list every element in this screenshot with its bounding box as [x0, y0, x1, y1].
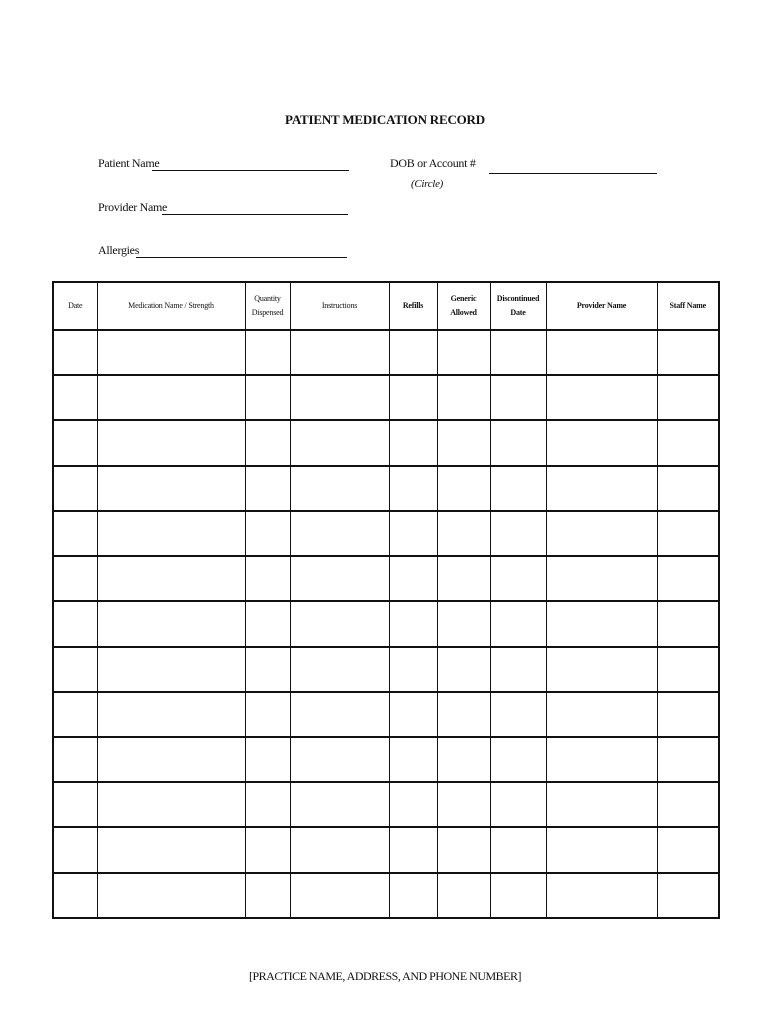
allergies-label: Allergies	[98, 243, 140, 257]
table-cell[interactable]	[97, 466, 245, 511]
table-cell[interactable]	[290, 647, 389, 692]
table-cell[interactable]	[657, 692, 719, 737]
table-cell[interactable]	[97, 375, 245, 420]
table-cell[interactable]	[290, 375, 389, 420]
table-cell[interactable]	[437, 375, 490, 420]
table-cell[interactable]	[245, 511, 290, 556]
table-cell[interactable]	[490, 873, 546, 918]
table-cell[interactable]	[53, 873, 97, 918]
table-cell[interactable]	[546, 692, 657, 737]
table-cell[interactable]	[53, 511, 97, 556]
table-row	[53, 647, 719, 692]
table-cell[interactable]	[97, 556, 245, 601]
table-cell[interactable]	[290, 601, 389, 646]
table-cell[interactable]	[97, 737, 245, 782]
table-cell[interactable]	[490, 420, 546, 465]
table-cell[interactable]	[437, 647, 490, 692]
table-cell[interactable]	[490, 330, 546, 375]
table-cell[interactable]	[389, 511, 437, 556]
table-cell[interactable]	[389, 375, 437, 420]
column-header-quantity-dispensed: Quantity Dispensed	[245, 282, 290, 330]
table-cell[interactable]	[490, 782, 546, 827]
table-cell[interactable]	[53, 601, 97, 646]
table-cell[interactable]	[290, 827, 389, 872]
table-cell[interactable]	[490, 466, 546, 511]
table-cell[interactable]	[53, 375, 97, 420]
table-cell[interactable]	[97, 420, 245, 465]
table-cell[interactable]	[97, 873, 245, 918]
table-cell[interactable]	[657, 420, 719, 465]
table-cell[interactable]	[490, 511, 546, 556]
column-header-discontinued-date: Discontinued Date	[490, 282, 546, 330]
table-cell[interactable]	[437, 330, 490, 375]
table-cell[interactable]	[245, 420, 290, 465]
table-cell[interactable]	[290, 556, 389, 601]
provider-name-field[interactable]	[162, 214, 348, 215]
table-cell[interactable]	[53, 556, 97, 601]
table-row	[53, 601, 719, 646]
table-cell[interactable]	[245, 692, 290, 737]
table-header-row	[53, 282, 719, 330]
table-cell[interactable]	[389, 827, 437, 872]
table-cell[interactable]	[389, 466, 437, 511]
table-cell[interactable]	[245, 873, 290, 918]
table-cell[interactable]	[245, 466, 290, 511]
table-cell[interactable]	[389, 692, 437, 737]
table-cell[interactable]	[490, 601, 546, 646]
table-cell[interactable]	[389, 782, 437, 827]
allergies-field[interactable]	[136, 257, 347, 258]
table-cell[interactable]	[53, 692, 97, 737]
table-cell[interactable]	[290, 466, 389, 511]
table-cell[interactable]	[490, 375, 546, 420]
table-row	[53, 375, 719, 420]
table-cell[interactable]	[97, 647, 245, 692]
table-row	[53, 511, 719, 556]
table-cell[interactable]	[97, 330, 245, 375]
table-cell[interactable]	[490, 692, 546, 737]
table-cell[interactable]	[53, 420, 97, 465]
table-cell[interactable]	[437, 511, 490, 556]
dob-account-label: DOB or Account #	[390, 156, 476, 170]
table-cell[interactable]	[490, 827, 546, 872]
table-cell[interactable]	[245, 827, 290, 872]
table-row	[53, 737, 719, 782]
table-cell[interactable]	[290, 692, 389, 737]
table-cell[interactable]	[437, 737, 490, 782]
table-cell[interactable]	[546, 375, 657, 420]
table-cell[interactable]	[437, 873, 490, 918]
table-cell[interactable]	[546, 511, 657, 556]
table-cell[interactable]	[53, 827, 97, 872]
table-cell[interactable]	[657, 601, 719, 646]
table-cell[interactable]	[437, 556, 490, 601]
table-cell[interactable]	[389, 647, 437, 692]
table-cell[interactable]	[389, 556, 437, 601]
table-cell[interactable]	[389, 420, 437, 465]
table-cell[interactable]	[546, 330, 657, 375]
table-cell[interactable]	[389, 873, 437, 918]
column-header-generic-allowed: Generic Allowed	[437, 282, 490, 330]
table-cell[interactable]	[290, 511, 389, 556]
table-cell[interactable]	[437, 692, 490, 737]
medication-record-table	[52, 281, 720, 919]
table-cell[interactable]	[97, 601, 245, 646]
table-cell[interactable]	[657, 556, 719, 601]
table-cell[interactable]	[490, 737, 546, 782]
table-row	[53, 827, 719, 872]
table-cell[interactable]	[389, 601, 437, 646]
table-cell[interactable]	[546, 466, 657, 511]
table-cell[interactable]	[245, 375, 290, 420]
table-cell[interactable]	[657, 330, 719, 375]
table-cell[interactable]	[437, 466, 490, 511]
column-header-refills: Refills	[389, 282, 437, 330]
table-body	[53, 330, 719, 918]
table-cell[interactable]	[546, 737, 657, 782]
table-cell[interactable]	[437, 827, 490, 872]
table-cell[interactable]	[245, 330, 290, 375]
table-row	[53, 873, 719, 918]
table-cell[interactable]	[546, 647, 657, 692]
provider-name-label: Provider Name	[98, 200, 168, 214]
table-cell[interactable]	[53, 466, 97, 511]
table-row	[53, 466, 719, 511]
table-cell[interactable]	[657, 873, 719, 918]
table-cell[interactable]	[546, 601, 657, 646]
table-cell[interactable]	[389, 330, 437, 375]
patient-name-label: Patient Name	[98, 156, 160, 170]
table-cell[interactable]	[245, 782, 290, 827]
table-cell[interactable]	[657, 647, 719, 692]
table-cell[interactable]	[97, 827, 245, 872]
table-cell[interactable]	[657, 737, 719, 782]
table-cell[interactable]	[245, 647, 290, 692]
table-cell[interactable]	[657, 827, 719, 872]
table-cell[interactable]	[245, 601, 290, 646]
table-cell[interactable]	[53, 330, 97, 375]
table-cell[interactable]	[437, 601, 490, 646]
table-cell[interactable]	[437, 782, 490, 827]
column-header-staff-name: Staff Name	[657, 282, 719, 330]
table-row	[53, 692, 719, 737]
column-header-provider-name: Provider Name	[546, 282, 657, 330]
table-cell[interactable]	[53, 782, 97, 827]
table-cell[interactable]	[657, 375, 719, 420]
table-cell[interactable]	[546, 420, 657, 465]
form-title: PATIENT MEDICATION RECORD	[285, 112, 485, 127]
table-cell[interactable]	[490, 647, 546, 692]
table-row	[53, 782, 719, 827]
table-cell[interactable]	[245, 556, 290, 601]
table-cell[interactable]	[53, 647, 97, 692]
table-cell[interactable]	[245, 737, 290, 782]
table-cell[interactable]	[657, 782, 719, 827]
table-row	[53, 420, 719, 465]
table-cell[interactable]	[546, 827, 657, 872]
table-cell[interactable]	[290, 782, 389, 827]
table-cell[interactable]	[97, 782, 245, 827]
table-cell[interactable]	[290, 330, 389, 375]
table-cell[interactable]	[290, 420, 389, 465]
table-cell[interactable]	[97, 692, 245, 737]
dob-account-field[interactable]	[489, 173, 657, 174]
column-header-date: Date	[53, 282, 97, 330]
table-cell[interactable]	[389, 737, 437, 782]
table-cell[interactable]	[437, 420, 490, 465]
practice-info-footer: [PRACTICE NAME, ADDRESS, AND PHONE NUMBER]	[248, 969, 522, 983]
table-cell[interactable]	[546, 556, 657, 601]
column-header-instructions: Instructions	[290, 282, 389, 330]
table-cell[interactable]	[97, 511, 245, 556]
table-cell[interactable]	[546, 782, 657, 827]
table-cell[interactable]	[546, 873, 657, 918]
circle-note: (Circle)	[411, 178, 444, 190]
column-header-medication-name: Medication Name / Strength	[97, 282, 245, 330]
table-cell[interactable]	[657, 511, 719, 556]
table-row	[53, 556, 719, 601]
table-cell[interactable]	[53, 737, 97, 782]
table-cell[interactable]	[290, 873, 389, 918]
table-row	[53, 330, 719, 375]
table-cell[interactable]	[657, 466, 719, 511]
table-cell[interactable]	[490, 556, 546, 601]
patient-name-field[interactable]	[152, 170, 349, 171]
table-cell[interactable]	[290, 737, 389, 782]
